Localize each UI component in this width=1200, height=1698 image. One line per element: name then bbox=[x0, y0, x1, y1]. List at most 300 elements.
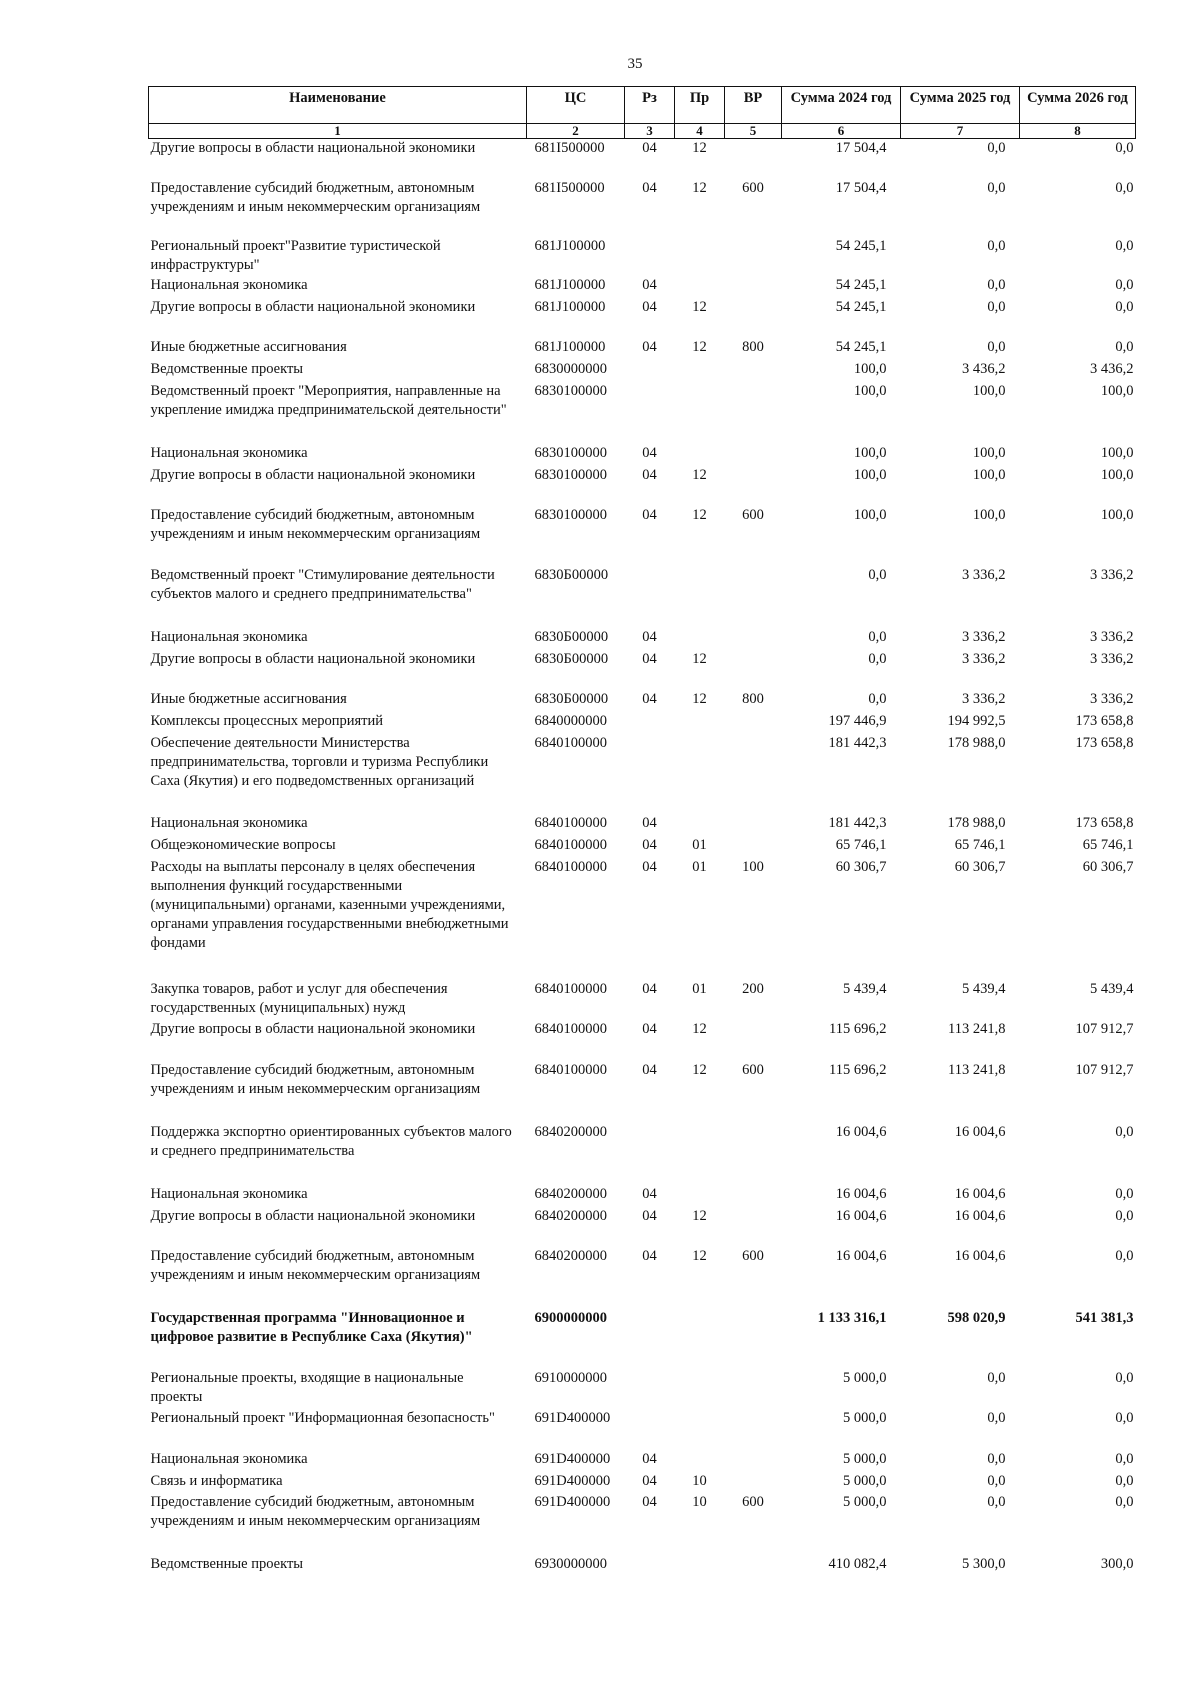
row-sum-2025: 5 300,0 bbox=[962, 1555, 1006, 1572]
row-name: Национальная экономика bbox=[150, 1185, 308, 1202]
row-sum-2024: 5 000,0 bbox=[843, 1369, 887, 1386]
row-vr bbox=[725, 1472, 782, 1493]
row-sum-2024: 60 306,7 bbox=[835, 858, 887, 875]
row-sum-2025: 113 241,8 bbox=[948, 1020, 1006, 1037]
row-sum-2025: 3 336,2 bbox=[962, 566, 1006, 583]
row-sum-2025: 0,0 bbox=[987, 338, 1006, 355]
row-sum-2026: 0,0 bbox=[1115, 1207, 1134, 1224]
table-row bbox=[149, 237, 1136, 276]
row-sum-2024: 17 504,4 bbox=[835, 140, 887, 156]
row-vr: 600 bbox=[742, 506, 764, 523]
row-cs-code: 691D400000 bbox=[534, 1472, 611, 1489]
table-row bbox=[149, 628, 1136, 650]
row-name: Поддержка экспортно ориентированных субъектов малого и среднего предпринимательства bbox=[150, 1123, 512, 1159]
row-name: Ведомственный проект "Стимулирование деятельности субъектов малого и среднего предпринимательства" bbox=[150, 566, 495, 602]
row-rz: 04 bbox=[642, 858, 657, 875]
row-vr: 800 bbox=[742, 690, 764, 707]
row-sum-2024: 16 004,6 bbox=[835, 1207, 887, 1224]
table-row bbox=[149, 298, 1136, 338]
row-sum-2025: 100,0 bbox=[972, 382, 1006, 399]
row-cs-code: 681I500000 bbox=[534, 179, 605, 196]
row-vr bbox=[725, 1450, 782, 1472]
header-sum-2025: Сумма 2025 год bbox=[901, 87, 1020, 124]
row-sum-2026: 100,0 bbox=[1100, 506, 1134, 523]
row-sum-2024: 100,0 bbox=[853, 466, 887, 483]
row-sum-2026: 0,0 bbox=[1115, 140, 1134, 156]
row-sum-2025: 194 992,5 bbox=[947, 712, 1006, 729]
row-cs-code: 6830Б00000 bbox=[534, 566, 609, 583]
row-rz: 04 bbox=[642, 980, 657, 997]
row-sum-2024: 5 000,0 bbox=[843, 1493, 887, 1510]
table-row bbox=[149, 980, 1136, 1020]
row-name: Обеспечение деятельности Министерства предпринимательства, торговли и туризма Республики Саха (Якутия) и его подведомственных организаций bbox=[150, 734, 489, 789]
row-cs-code: 6840100000 bbox=[534, 814, 607, 831]
row-name: Предоставление субсидий бюджетным, автономным учреждениям и иным некоммерческим организациям bbox=[150, 506, 481, 542]
row-sum-2026: 0,0 bbox=[1115, 276, 1134, 293]
row-sum-2026: 0,0 bbox=[1115, 1123, 1134, 1140]
table-row bbox=[149, 1247, 1136, 1309]
row-name: Региональные проекты, входящие в национальные проекты bbox=[150, 1369, 464, 1405]
row-pr: 10 bbox=[692, 1472, 707, 1489]
row-name: Другие вопросы в области национальной экономики bbox=[150, 1020, 476, 1037]
row-sum-2026: 0,0 bbox=[1115, 298, 1134, 315]
header-vr: ВР bbox=[725, 87, 782, 124]
row-pr bbox=[675, 1450, 725, 1472]
row-sum-2024: 16 004,6 bbox=[835, 1185, 887, 1202]
table-row bbox=[149, 276, 1136, 298]
row-sum-2024: 100,0 bbox=[853, 360, 887, 377]
row-sum-2025: 3 336,2 bbox=[962, 690, 1006, 707]
row-vr: 600 bbox=[742, 179, 764, 196]
row-name: Ведомственные проекты bbox=[150, 1555, 304, 1572]
row-sum-2025: 598 020,9 bbox=[947, 1309, 1006, 1326]
row-vr: 600 bbox=[742, 1247, 764, 1264]
table-header-row bbox=[149, 87, 1136, 124]
row-sum-2025: 0,0 bbox=[987, 1493, 1006, 1510]
row-sum-2024: 181 442,3 bbox=[828, 734, 887, 751]
row-vr: 200 bbox=[742, 980, 764, 997]
row-name: Связь и информатика bbox=[150, 1472, 283, 1489]
row-pr: 12 bbox=[692, 1207, 707, 1224]
row-sum-2025: 3 336,2 bbox=[962, 628, 1006, 645]
row-vr: 600 bbox=[742, 1493, 764, 1510]
row-sum-2026: 0,0 bbox=[1115, 1247, 1134, 1264]
row-vr bbox=[725, 734, 782, 814]
row-sum-2024: 100,0 bbox=[853, 444, 887, 461]
row-rz bbox=[625, 566, 675, 628]
row-rz: 04 bbox=[642, 650, 657, 667]
row-cs-code: 6840100000 bbox=[534, 734, 607, 751]
row-sum-2025: 0,0 bbox=[987, 298, 1006, 315]
table-row bbox=[149, 1409, 1136, 1450]
row-sum-2025: 16 004,6 bbox=[954, 1185, 1006, 1202]
row-name: Другие вопросы в области национальной экономики bbox=[150, 466, 476, 483]
column-number: 1 bbox=[149, 124, 527, 139]
row-vr bbox=[725, 382, 782, 444]
row-sum-2026: 0,0 bbox=[1115, 179, 1134, 196]
row-name: Расходы на выплаты персоналу в целях обеспечения выполнения функций государственными (муниципальными) органами, казенными учреждениями, органами управления государственными внебюджетными фондами bbox=[150, 858, 509, 951]
row-sum-2026: 3 336,2 bbox=[1090, 690, 1134, 707]
row-vr bbox=[725, 566, 782, 628]
row-cs-code: 681I500000 bbox=[534, 140, 605, 156]
row-sum-2024: 181 442,3 bbox=[828, 814, 887, 831]
row-pr: 01 bbox=[692, 836, 707, 853]
row-name: Другие вопросы в области национальной экономики bbox=[150, 1207, 476, 1224]
row-rz: 04 bbox=[642, 506, 657, 523]
table-row bbox=[149, 814, 1136, 836]
table-row bbox=[149, 858, 1136, 980]
column-number: 5 bbox=[725, 124, 782, 139]
row-pr bbox=[675, 712, 725, 734]
row-name: Ведомственный проект "Мероприятия, направленные на укрепление имиджа предпринимательской деятельности" bbox=[150, 382, 507, 418]
row-name: Региональный проект"Развитие туристической инфраструктуры" bbox=[150, 237, 441, 273]
row-vr: 100 bbox=[742, 858, 764, 875]
table-row bbox=[149, 1493, 1136, 1555]
table-row bbox=[149, 1309, 1136, 1369]
row-sum-2025: 60 306,7 bbox=[954, 858, 1006, 875]
budget-table bbox=[148, 86, 1136, 1577]
row-sum-2025: 0,0 bbox=[987, 1369, 1006, 1386]
row-sum-2026: 173 658,8 bbox=[1075, 814, 1134, 831]
table-row bbox=[149, 690, 1136, 712]
row-vr bbox=[725, 237, 782, 276]
row-rz: 04 bbox=[642, 140, 657, 156]
column-number: 2 bbox=[527, 124, 625, 139]
row-sum-2025: 0,0 bbox=[987, 1472, 1006, 1489]
column-number: 7 bbox=[901, 124, 1020, 139]
header-pr: Пр bbox=[675, 87, 725, 124]
row-name: Национальная экономика bbox=[150, 814, 308, 831]
row-pr: 12 bbox=[692, 179, 707, 196]
row-name: Национальная экономика bbox=[150, 628, 308, 645]
row-rz: 04 bbox=[642, 836, 657, 853]
row-pr: 01 bbox=[692, 858, 707, 875]
header-name: Наименование bbox=[149, 87, 527, 124]
row-rz bbox=[625, 1123, 675, 1185]
row-vr bbox=[725, 360, 782, 382]
row-pr: 12 bbox=[692, 650, 707, 667]
row-cs-code: 6930000000 bbox=[534, 1555, 607, 1572]
row-rz bbox=[625, 1309, 675, 1369]
row-rz bbox=[625, 1369, 675, 1409]
row-cs-code: 6830Б00000 bbox=[534, 690, 609, 707]
row-name: Национальная экономика bbox=[150, 1450, 308, 1467]
row-pr bbox=[675, 566, 725, 628]
table-row bbox=[149, 1450, 1136, 1472]
row-vr bbox=[725, 836, 782, 858]
column-number-row bbox=[149, 124, 1136, 139]
row-pr bbox=[675, 1185, 725, 1207]
row-name: Предоставление субсидий бюджетным, автономным учреждениям и иным некоммерческим организациям bbox=[150, 1493, 481, 1529]
row-rz: 04 bbox=[642, 1207, 657, 1224]
row-cs-code: 6840100000 bbox=[534, 1061, 607, 1078]
row-sum-2025: 5 439,4 bbox=[962, 980, 1006, 997]
row-sum-2024: 54 245,1 bbox=[835, 276, 887, 293]
row-pr bbox=[675, 1555, 725, 1577]
row-sum-2026: 0,0 bbox=[1115, 1409, 1134, 1426]
table-row bbox=[149, 566, 1136, 628]
row-name: Иные бюджетные ассигнования bbox=[150, 338, 347, 355]
row-sum-2026: 0,0 bbox=[1115, 1450, 1134, 1467]
row-sum-2026: 0,0 bbox=[1115, 1493, 1134, 1510]
row-vr bbox=[725, 1020, 782, 1061]
row-rz: 04 bbox=[642, 1247, 657, 1264]
row-rz: 04 bbox=[642, 466, 657, 483]
row-vr bbox=[725, 650, 782, 690]
table-row bbox=[149, 506, 1136, 566]
row-pr bbox=[675, 1409, 725, 1450]
row-pr bbox=[675, 444, 725, 466]
row-sum-2024: 54 245,1 bbox=[835, 338, 887, 355]
row-pr: 12 bbox=[692, 1020, 707, 1037]
row-sum-2025: 178 988,0 bbox=[947, 814, 1006, 831]
row-cs-code: 681J100000 bbox=[534, 298, 606, 315]
row-cs-code: 6840200000 bbox=[534, 1123, 607, 1140]
row-sum-2026: 541 381,3 bbox=[1075, 1309, 1134, 1326]
row-vr: 800 bbox=[742, 338, 764, 355]
row-sum-2026: 0,0 bbox=[1115, 1185, 1134, 1202]
row-sum-2026: 107 912,7 bbox=[1075, 1020, 1134, 1037]
row-pr: 12 bbox=[692, 1061, 707, 1078]
row-cs-code: 6840000000 bbox=[534, 712, 607, 729]
row-rz: 04 bbox=[642, 298, 657, 315]
row-rz: 04 bbox=[642, 1061, 657, 1078]
row-vr bbox=[725, 466, 782, 506]
table-row bbox=[149, 1185, 1136, 1207]
row-vr bbox=[725, 298, 782, 338]
row-cs-code: 6900000000 bbox=[534, 1309, 607, 1326]
page-number: 35 bbox=[627, 56, 643, 72]
table-row bbox=[149, 466, 1136, 506]
row-sum-2026: 65 746,1 bbox=[1082, 836, 1134, 853]
row-cs-code: 6830100000 bbox=[534, 506, 607, 523]
row-rz bbox=[625, 237, 675, 276]
row-name: Ведомственные проекты bbox=[150, 360, 304, 377]
column-number: 6 bbox=[782, 124, 901, 139]
row-sum-2026: 3 336,2 bbox=[1090, 566, 1134, 583]
row-pr: 12 bbox=[692, 506, 707, 523]
table-row bbox=[149, 179, 1136, 237]
row-cs-code: 6840200000 bbox=[534, 1247, 607, 1264]
row-sum-2024: 5 000,0 bbox=[843, 1409, 887, 1426]
row-pr: 12 bbox=[692, 338, 707, 355]
row-sum-2026: 0,0 bbox=[1115, 1369, 1134, 1386]
table-row bbox=[149, 1207, 1136, 1247]
row-sum-2024: 17 504,4 bbox=[835, 179, 887, 196]
table-row bbox=[149, 1555, 1136, 1577]
row-vr bbox=[725, 1123, 782, 1185]
row-cs-code: 6830100000 bbox=[534, 466, 607, 483]
row-sum-2025: 0,0 bbox=[987, 1409, 1006, 1426]
row-rz: 04 bbox=[642, 179, 657, 196]
table-body bbox=[149, 139, 1136, 1577]
row-pr bbox=[675, 814, 725, 836]
row-sum-2025: 100,0 bbox=[972, 444, 1006, 461]
row-cs-code: 6840100000 bbox=[534, 836, 607, 853]
row-vr: 600 bbox=[742, 1061, 764, 1078]
row-cs-code: 681J100000 bbox=[534, 338, 606, 355]
table-row bbox=[149, 382, 1136, 444]
row-sum-2024: 54 245,1 bbox=[835, 298, 887, 315]
table-row bbox=[149, 734, 1136, 814]
table-row bbox=[149, 836, 1136, 858]
row-sum-2024: 410 082,4 bbox=[828, 1555, 887, 1572]
row-sum-2026: 100,0 bbox=[1100, 444, 1134, 461]
table-row bbox=[149, 1061, 1136, 1123]
row-sum-2024: 0,0 bbox=[868, 650, 887, 667]
row-name: Закупка товаров, работ и услуг для обеспечения государственных (муниципальных) нужд bbox=[150, 980, 448, 1016]
row-rz: 04 bbox=[642, 1493, 657, 1510]
row-name: Общеэкономические вопросы bbox=[150, 836, 336, 853]
row-cs-code: 6830000000 bbox=[534, 360, 607, 377]
row-sum-2026: 60 306,7 bbox=[1082, 858, 1134, 875]
row-rz: 04 bbox=[642, 1020, 657, 1037]
row-rz bbox=[625, 1555, 675, 1577]
row-name: Другие вопросы в области национальной экономики bbox=[150, 140, 476, 156]
row-pr: 01 bbox=[692, 980, 707, 997]
row-sum-2026: 0,0 bbox=[1115, 1472, 1134, 1489]
row-sum-2025: 0,0 bbox=[987, 1450, 1006, 1467]
row-sum-2024: 5 439,4 bbox=[843, 980, 887, 997]
row-cs-code: 6830Б00000 bbox=[534, 650, 609, 667]
row-rz: 04 bbox=[642, 628, 657, 645]
row-sum-2025: 0,0 bbox=[987, 276, 1006, 293]
row-sum-2024: 54 245,1 bbox=[835, 237, 887, 254]
row-cs-code: 6830100000 bbox=[534, 382, 607, 399]
row-sum-2024: 16 004,6 bbox=[835, 1247, 887, 1264]
row-sum-2025: 0,0 bbox=[987, 237, 1006, 254]
row-sum-2026: 100,0 bbox=[1100, 382, 1134, 399]
table-row bbox=[149, 139, 1136, 179]
row-sum-2026: 300,0 bbox=[1100, 1555, 1134, 1572]
row-cs-code: 691D400000 bbox=[534, 1409, 611, 1426]
row-pr bbox=[675, 237, 725, 276]
row-pr: 12 bbox=[692, 140, 707, 156]
row-vr bbox=[725, 1309, 782, 1369]
row-sum-2024: 5 000,0 bbox=[843, 1472, 887, 1489]
table-row bbox=[149, 1020, 1136, 1061]
row-rz: 04 bbox=[642, 338, 657, 355]
row-sum-2025: 16 004,6 bbox=[954, 1123, 1006, 1140]
row-name: Предоставление субсидий бюджетным, автономным учреждениям и иным некоммерческим организациям bbox=[150, 179, 481, 215]
row-sum-2025: 3 336,2 bbox=[962, 650, 1006, 667]
row-sum-2025: 0,0 bbox=[987, 179, 1006, 196]
row-vr bbox=[725, 1409, 782, 1450]
row-vr bbox=[725, 628, 782, 650]
row-rz: 04 bbox=[642, 1450, 657, 1467]
row-cs-code: 6840200000 bbox=[534, 1207, 607, 1224]
row-sum-2024: 0,0 bbox=[868, 566, 887, 583]
row-sum-2025: 3 436,2 bbox=[962, 360, 1006, 377]
row-sum-2026: 5 439,4 bbox=[1090, 980, 1134, 997]
row-vr bbox=[725, 1555, 782, 1577]
row-name: Иные бюджетные ассигнования bbox=[150, 690, 347, 707]
table-row bbox=[149, 1369, 1136, 1409]
row-pr bbox=[675, 1123, 725, 1185]
row-sum-2026: 100,0 bbox=[1100, 466, 1134, 483]
row-rz bbox=[625, 1409, 675, 1450]
header-sum-2026: Сумма 2026 год bbox=[1020, 87, 1136, 124]
column-number: 8 bbox=[1020, 124, 1136, 139]
table-row bbox=[149, 1472, 1136, 1493]
row-pr: 10 bbox=[692, 1493, 707, 1510]
row-cs-code: 6830100000 bbox=[534, 444, 607, 461]
row-sum-2026: 0,0 bbox=[1115, 338, 1134, 355]
row-cs-code: 6840100000 bbox=[534, 980, 607, 997]
row-pr bbox=[675, 628, 725, 650]
row-pr bbox=[675, 276, 725, 298]
row-cs-code: 681J100000 bbox=[534, 276, 606, 293]
row-sum-2025: 16 004,6 bbox=[954, 1247, 1006, 1264]
row-sum-2026: 107 912,7 bbox=[1075, 1061, 1134, 1078]
row-cs-code: 6830Б00000 bbox=[534, 628, 609, 645]
row-sum-2025: 100,0 bbox=[972, 466, 1006, 483]
row-vr bbox=[725, 712, 782, 734]
row-sum-2024: 16 004,6 bbox=[835, 1123, 887, 1140]
row-rz: 04 bbox=[642, 1185, 657, 1202]
row-sum-2024: 0,0 bbox=[868, 690, 887, 707]
row-rz: 04 bbox=[642, 1472, 657, 1489]
row-vr bbox=[725, 814, 782, 836]
row-sum-2024: 100,0 bbox=[853, 506, 887, 523]
row-vr bbox=[725, 1207, 782, 1247]
row-name: Предоставление субсидий бюджетным, автономным учреждениям и иным некоммерческим организациям bbox=[150, 1247, 481, 1283]
table-row bbox=[149, 360, 1136, 382]
row-name: Комплексы процессных мероприятий bbox=[150, 712, 383, 729]
table-row bbox=[149, 712, 1136, 734]
row-sum-2026: 3 436,2 bbox=[1090, 360, 1134, 377]
row-sum-2024: 115 696,2 bbox=[829, 1061, 887, 1078]
row-sum-2025: 0,0 bbox=[987, 140, 1006, 156]
row-rz bbox=[625, 712, 675, 734]
row-rz: 04 bbox=[642, 690, 657, 707]
row-sum-2024: 0,0 bbox=[868, 628, 887, 645]
row-rz bbox=[625, 734, 675, 814]
row-vr bbox=[725, 1185, 782, 1207]
row-name: Предоставление субсидий бюджетным, автономным учреждениям и иным некоммерческим организациям bbox=[150, 1061, 481, 1097]
column-number: 4 bbox=[675, 124, 725, 139]
row-rz bbox=[625, 382, 675, 444]
row-rz: 04 bbox=[642, 276, 657, 293]
row-sum-2026: 3 336,2 bbox=[1090, 628, 1134, 645]
row-sum-2024: 5 000,0 bbox=[843, 1450, 887, 1467]
row-vr bbox=[725, 1369, 782, 1409]
row-pr: 12 bbox=[692, 690, 707, 707]
table-row bbox=[149, 338, 1136, 360]
row-pr bbox=[675, 734, 725, 814]
table-row bbox=[149, 650, 1136, 690]
row-cs-code: 691D400000 bbox=[534, 1450, 611, 1467]
table-row bbox=[149, 1123, 1136, 1185]
row-sum-2025: 113 241,8 bbox=[948, 1061, 1006, 1078]
row-cs-code: 6840100000 bbox=[534, 1020, 607, 1037]
header-cs: ЦС bbox=[527, 87, 625, 124]
row-sum-2024: 65 746,1 bbox=[835, 836, 887, 853]
row-sum-2025: 65 746,1 bbox=[954, 836, 1006, 853]
row-cs-code: 6840200000 bbox=[534, 1185, 607, 1202]
row-sum-2024: 115 696,2 bbox=[829, 1020, 887, 1037]
row-pr: 12 bbox=[692, 1247, 707, 1264]
row-pr bbox=[675, 382, 725, 444]
row-pr: 12 bbox=[692, 466, 707, 483]
row-sum-2026: 0,0 bbox=[1115, 237, 1134, 254]
row-sum-2024: 197 446,9 bbox=[828, 712, 887, 729]
row-name: Другие вопросы в области национальной экономики bbox=[150, 650, 476, 667]
row-rz: 04 bbox=[642, 814, 657, 831]
row-name: Национальная экономика bbox=[150, 444, 308, 461]
column-number: 3 bbox=[625, 124, 675, 139]
row-vr bbox=[725, 139, 782, 179]
